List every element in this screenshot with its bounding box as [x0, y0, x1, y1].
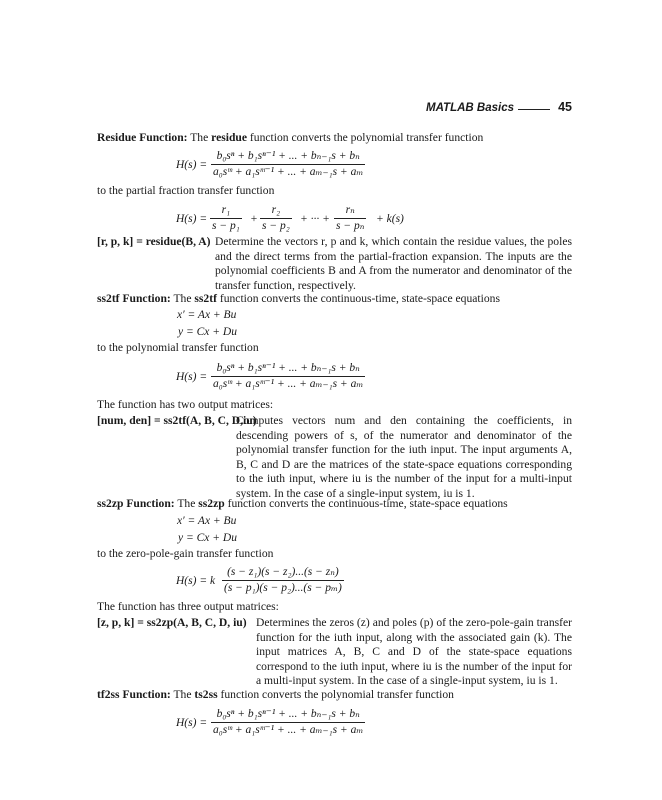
- ss2zp-intro-pre: The: [177, 497, 199, 510]
- pf-term-1: [210, 203, 242, 234]
- ss2zp-description: Determines the zeros (z) and poles (p) of the zero-pole-gain transfer function for the iuth input, along with the associated gain (k). The input matrices A, B, C and D of the state-space equations correspond to the iuth input, where iu is the number of the input for a multi-input system. In the case of a single-input system, iu is 1.: [256, 616, 572, 687]
- residue-description: Determine the vectors r, p and k, which contain the residue values, the poles and the direct terms from the partial-fraction expansion. The inputs are the polynomial coefficients B and A from the numerator and denominator of the transfer function, respectively.: [215, 235, 572, 292]
- ss2tf-intro: [97, 292, 572, 307]
- ss2zp-syntax: [z, p, k] = ss2zp(A, B, C, D, iu): [97, 616, 247, 629]
- equation-zpk: [176, 565, 376, 599]
- ss2zp-to-text: to the zero-pole-gain transfer function: [97, 547, 274, 560]
- pf-term-1-num: r₁: [221, 204, 231, 216]
- ss2tf-description: Computes vectors num and den containing the coefficients, in descending powers of s, of the numerator and denominator of the polynomial transfer function for the iuth input. The input arguments A, B, C and D are the matrices of the state-space equations corresponding to the iuth input, where iu is the number of the input for a multi-input system. In the case of a single-input system, iu is 1.: [236, 414, 572, 500]
- equation-poly-tf-3: [176, 707, 376, 741]
- eq-denominator: a₀sᵐ + a₁sᵐ⁻¹ + ... + aₘ₋₁s + aₘ: [213, 378, 364, 390]
- tf2ss-intro: [97, 688, 572, 703]
- eq-fraction: [211, 361, 365, 392]
- ss2zp-intro-key: ss2zp: [198, 497, 225, 510]
- ss2tf-state-eq: x′ = Ax + Bu: [177, 309, 237, 321]
- residue-intro-pre: The: [190, 131, 212, 144]
- tf2ss-intro-pre: The: [173, 688, 195, 701]
- page-number: 45: [558, 100, 572, 114]
- eq-numerator: b₀sⁿ + b₁sⁿ⁻¹ + ... + bₙ₋₁s + bₙ: [216, 708, 360, 720]
- residue-intro-post: function converts the polynomial transfer function: [247, 131, 484, 144]
- eq-fraction: [211, 707, 365, 738]
- eq-lhs: H(s) =: [176, 371, 208, 383]
- ss2tf-syntax: [num, den] = ss2tf(A, B, C, D,iu): [97, 414, 257, 427]
- header-rule: [518, 109, 550, 110]
- zpk-numerator: (s − z₁)(s − z₂)...(s − zₙ): [227, 566, 339, 578]
- pf-term-2-den: s − p₂: [262, 220, 290, 232]
- pf-term-n: [334, 203, 366, 234]
- zpk-lhs: H(s) = k: [176, 575, 216, 587]
- residue-partial-text: to the partial fraction transfer function: [97, 184, 275, 197]
- ss2zp-heading: ss2zp Function:: [97, 497, 175, 510]
- ss2zp-intro: [97, 497, 572, 512]
- eq-lhs: H(s) =: [176, 717, 208, 729]
- ss2zp-outputs-text: The function has three output matrices:: [97, 600, 279, 613]
- ss2zp-intro-post: function converts the continuous-time, state-space equations: [224, 497, 508, 510]
- eq-denominator: a₀sᵐ + a₁sᵐ⁻¹ + ... + aₘ₋₁s + aₘ: [213, 724, 364, 736]
- equation-poly-tf-2: [176, 361, 376, 395]
- ss2zp-definition: [97, 616, 572, 688]
- eq-denominator: a₀sᵐ + a₁sᵐ⁻¹ + ... + aₘ₋₁s + aₘ: [213, 166, 364, 178]
- ss2tf-definition: [97, 414, 572, 502]
- zpk-fraction: [222, 565, 344, 596]
- ss2tf-output-eq: y = Cx + Du: [178, 326, 237, 338]
- eq-fraction: [211, 149, 365, 180]
- ss2zp-output-eq: y = Cx + Du: [178, 532, 237, 544]
- ss2tf-intro-key: ss2tf: [194, 292, 217, 305]
- eq-numerator: b₀sⁿ + b₁sⁿ⁻¹ + ... + bₙ₋₁s + bₙ: [216, 150, 360, 162]
- pf-term-n-num: rₙ: [345, 204, 355, 216]
- ss2tf-heading: ss2tf Function:: [97, 292, 171, 305]
- pf-term-n-den: s − pₙ: [336, 220, 365, 232]
- tf2ss-heading: tf2ss Function:: [97, 688, 171, 701]
- pf-plus: +: [250, 213, 258, 225]
- residue-intro-key: residue: [211, 131, 248, 144]
- ss2zp-state-eq: x′ = Ax + Bu: [177, 515, 237, 527]
- tf2ss-intro-post: function converts the polynomial transfer function: [217, 688, 454, 701]
- ss2tf-to-text: to the polynomial transfer function: [97, 341, 259, 354]
- running-header: [420, 101, 572, 117]
- residue-syntax: [r, p, k] = residue(B, A): [97, 235, 211, 248]
- equation-partial-fraction: [176, 203, 404, 237]
- ss2tf-intro-post: function converts the continuous-time, state-space equations: [216, 292, 500, 305]
- eq-lhs: H(s) =: [176, 213, 208, 225]
- pf-term-2: [260, 203, 292, 234]
- ss2tf-outputs-text: The function has two output matrices:: [97, 398, 274, 411]
- eq-numerator: b₀sⁿ + b₁sⁿ⁻¹ + ... + bₙ₋₁s + bₙ: [216, 362, 360, 374]
- tf2ss-intro-key: ts2ss: [194, 688, 218, 701]
- pf-dots: + ··· +: [300, 213, 330, 225]
- zpk-denominator: (s − p₁)(s − p₂)...(s − pₘ): [224, 582, 342, 594]
- eq-lhs: H(s) =: [176, 159, 208, 171]
- residue-heading: Residue Function:: [97, 131, 188, 144]
- equation-poly-tf-1: [176, 149, 376, 183]
- ss2tf-intro-pre: The: [173, 292, 195, 305]
- pf-tail: + k(s): [376, 213, 404, 225]
- pf-term-1-den: s − p₁: [212, 220, 240, 232]
- residue-intro: [97, 131, 572, 146]
- header-title: MATLAB Basics: [426, 102, 514, 114]
- pf-term-2-num: r₂: [271, 204, 281, 216]
